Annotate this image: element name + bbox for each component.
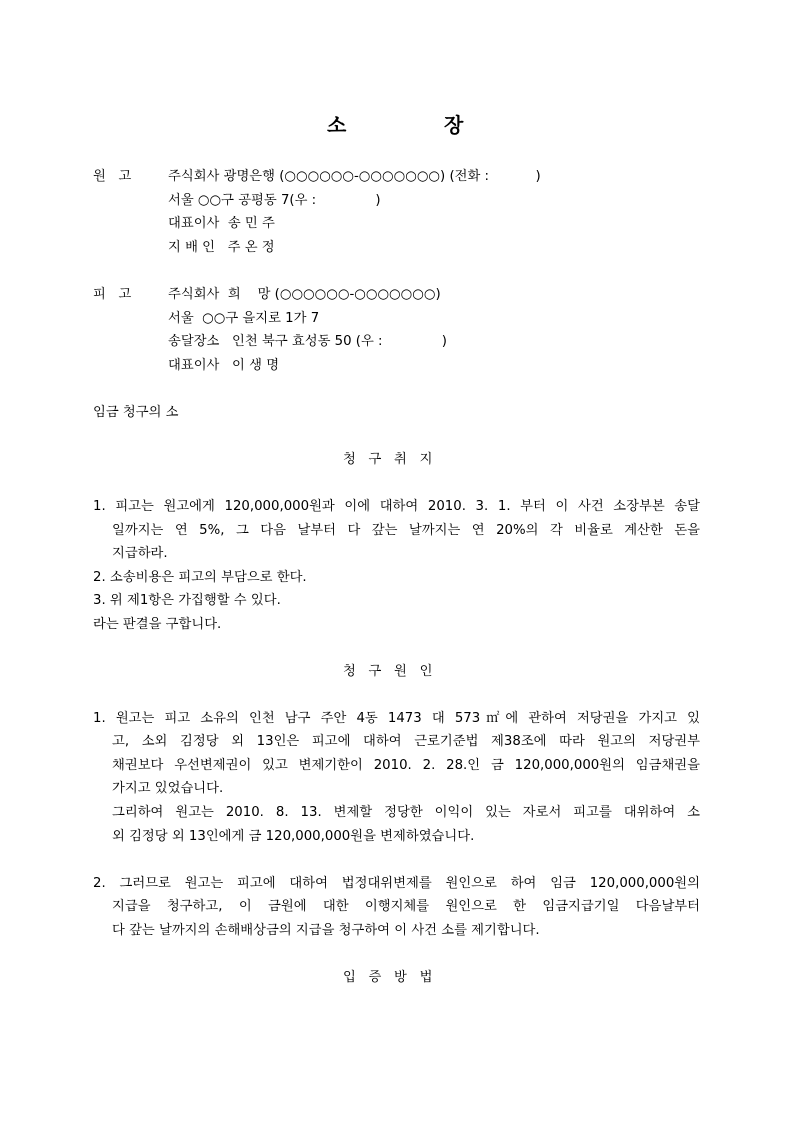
claim-cause-p1-line4: 가지고 있었습니다. — [112, 781, 224, 796]
claim-purpose-item1-line3: 지급하라. — [112, 546, 168, 561]
claim-purpose-closing: 라는 판결을 구합니다. — [93, 617, 222, 632]
document-title-right: 장 — [444, 113, 464, 137]
claim-cause-p2-line2: 지급을 청구하고, 이 금원에 대한 이행지체를 원인으로 한 임금지급기일 다음날부터 — [112, 899, 700, 914]
defendant-line-2: 서울 ○○구 을지로 1가 7 — [168, 311, 320, 326]
case-title: 임금 청구의 소 — [93, 405, 179, 420]
defendant-label: 피 고 — [93, 287, 132, 302]
plaintiff-line-4: 지 배 인 주 온 정 — [168, 240, 275, 255]
plaintiff-line-1: 주식회사 광명은행 (○○○○○○-○○○○○○○) (전화 : ) — [168, 169, 541, 184]
claim-purpose-item1-line2: 일까지는 연 5%, 그 다음 날부터 다 갚는 날까지는 연 20%의 각 비율로 계산한 돈을 — [112, 523, 700, 538]
plaintiff-label: 원 고 — [93, 169, 132, 184]
claim-cause-p2-line1: 2. 그러므로 원고는 피고에 대하여 법정대위변제를 원인으로 하여 임금 120,000,000원의 — [93, 876, 700, 891]
defendant-line-1: 주식회사 희 망 (○○○○○○-○○○○○○○) — [168, 287, 441, 302]
defendant-line-4: 대표이사 이 생 명 — [168, 358, 280, 373]
claim-cause-p1-line2: 고, 소외 김정당 외 13인은 피고에 대하여 근로기준법 제38조에 따라 원고의 저당권부 — [112, 734, 700, 749]
claim-cause-p1-line3: 채권보다 우선변제권이 있고 변제기한이 2010. 2. 28.인 금 120,000,000원의 임금채권을 — [112, 758, 700, 773]
claim-purpose-heading: 청 구 취 지 — [343, 452, 433, 467]
claim-purpose-item1-line1: 1. 피고는 원고에게 120,000,000원과 이에 대하여 2010. 3. 1. 부터 이 사건 소장부본 송달 — [93, 499, 700, 514]
plaintiff-line-2: 서울 ○○구 공평동 7(우 : ) — [168, 193, 381, 208]
claim-cause-p1-line6: 외 김정당 외 13인에게 금 120,000,000원을 변제하였습니다. — [112, 829, 475, 844]
claim-cause-p1-line5: 그리하여 원고는 2010. 8. 13. 변제할 정당한 이익이 있는 자로서 피고를 대위하여 소 — [112, 805, 700, 820]
claim-cause-p1-line1: 1. 원고는 피고 소유의 인천 남구 주안 4동 1473 대 573㎡에 관하여 저당권을 가지고 있 — [93, 711, 700, 726]
claim-purpose-item2: 2. 소송비용은 피고의 부담으로 한다. — [93, 570, 307, 585]
plaintiff-line-3: 대표이사 송 민 주 — [168, 216, 275, 231]
evidence-heading: 입 증 방 법 — [343, 970, 433, 985]
document-title-left: 소 — [327, 113, 347, 137]
claim-cause-heading: 청 구 원 인 — [343, 664, 433, 679]
claim-purpose-item3: 3. 위 제1항은 가집행할 수 있다. — [93, 593, 281, 608]
claim-cause-p2-line3: 다 갚는 날까지의 손해배상금의 지급을 청구하여 이 사건 소를 제기합니다. — [112, 923, 540, 938]
defendant-line-3: 송달장소 인천 북구 효성동 50 (우 : ) — [168, 334, 447, 349]
